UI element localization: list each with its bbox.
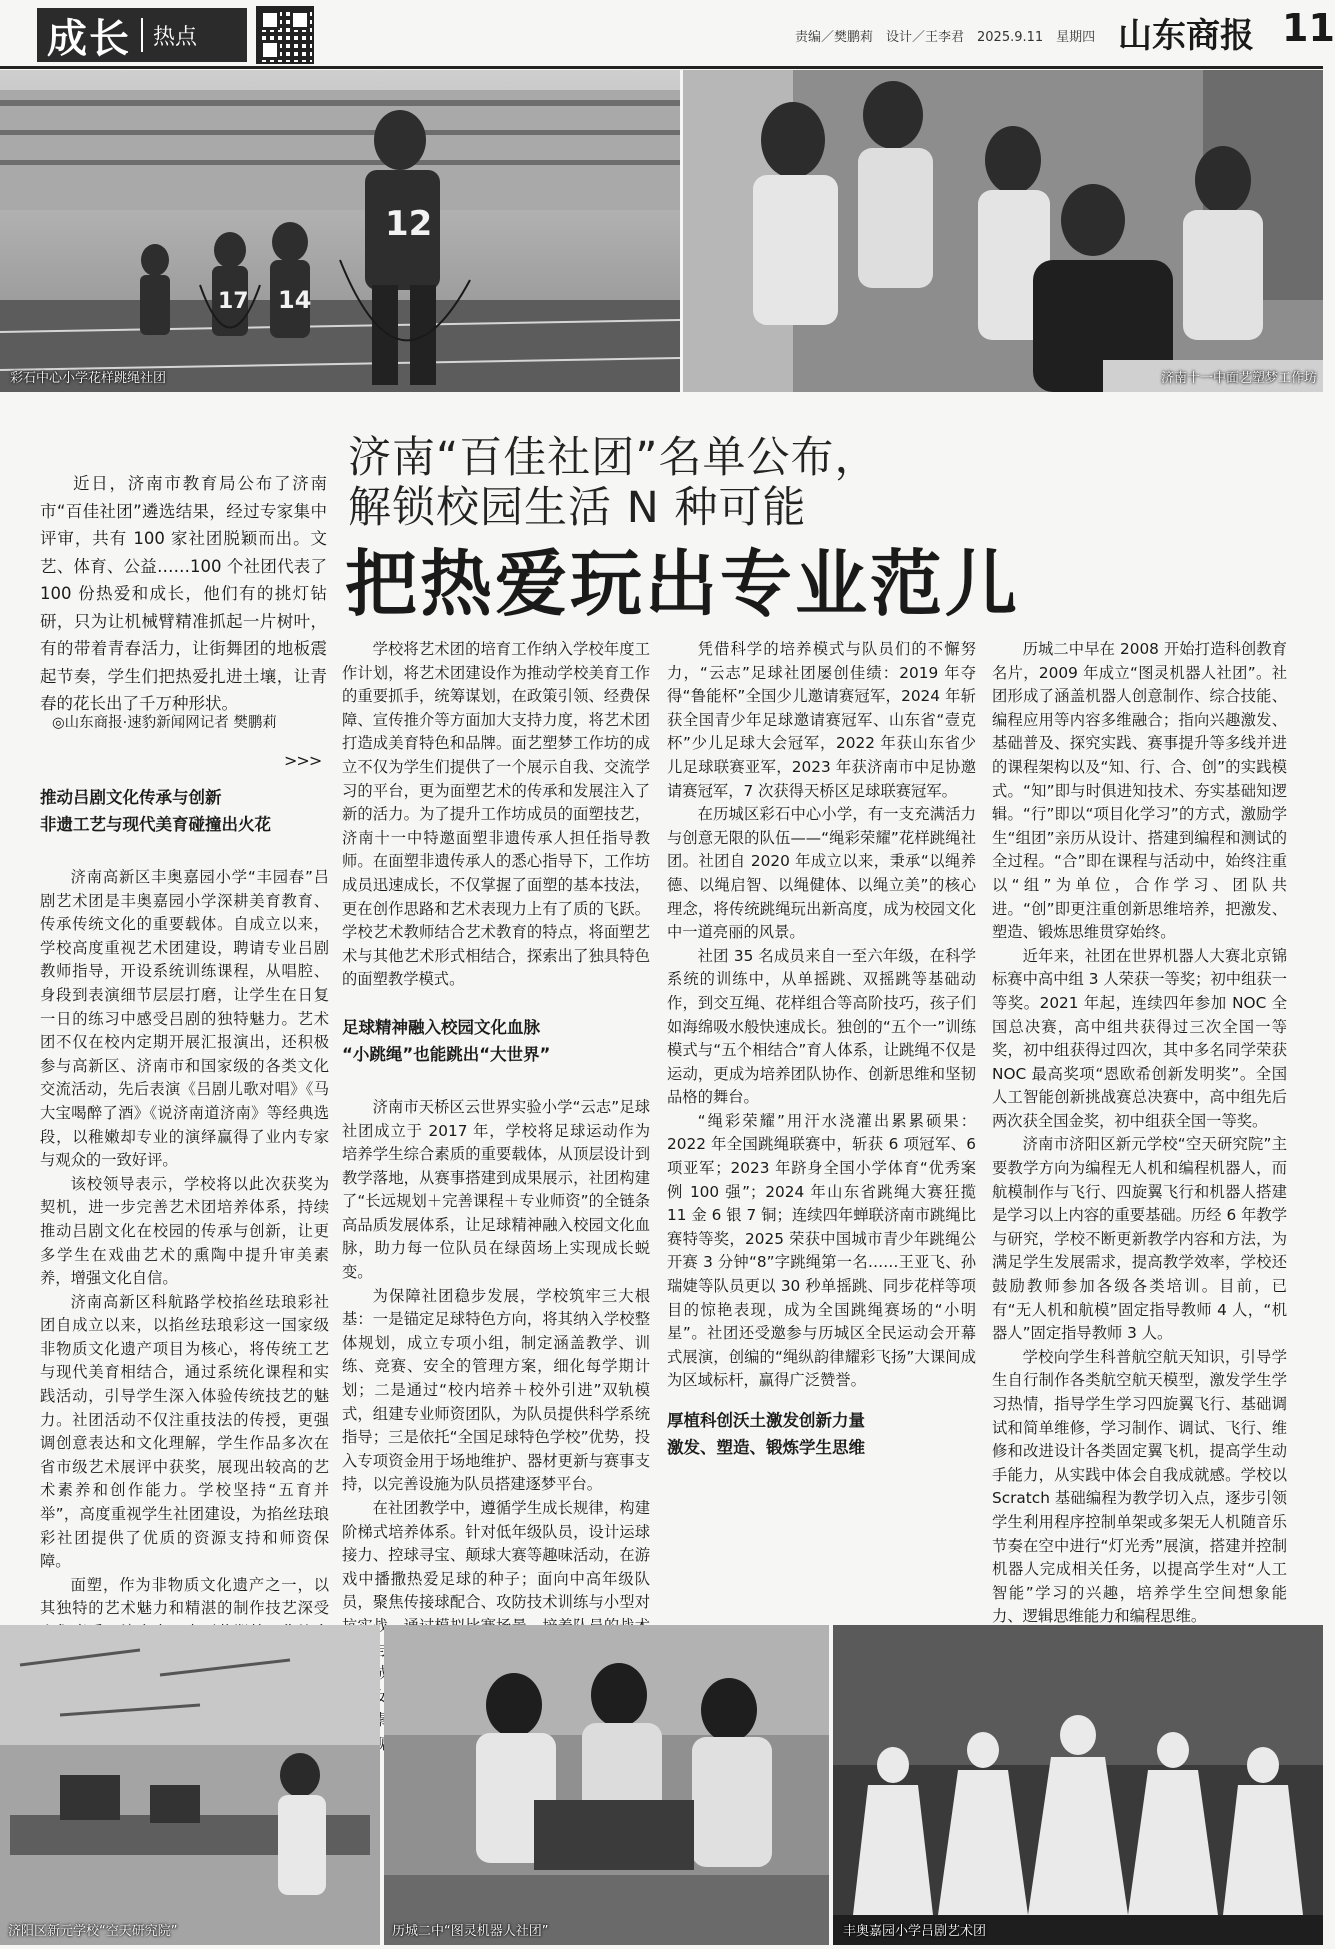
newspaper-name: 山东商报 [1118, 16, 1254, 56]
photo-dough-workshop [683, 70, 1323, 392]
paragraph: 学校向学生科普航空航天知识，引导学生自行制作各类航空航天模型，激发学生学习热情，指导学生学习四旋翼飞行、基础调试和简单维修，学习制作、调试、飞行、维修和改进设计各类固定翼飞机，提高学生动手能力，从实践中体会自我成就感。学校以 Scratch 基础编程为教学切入点，逐步引领学生利用程序控制单架或多架无人机随音乐节奏在空中进行“灯光秀”展演，搭建并控制机器人完成相关任务，以提高学生对“人工智能”学习的兴趣，培养学生空间想象能力、逻辑思维能力和编程思维。 [992, 1347, 1287, 1626]
section-heading [40, 784, 329, 838]
paragraph: 为保障社团稳步发展，学校筑牢三大根基：一是锚定足球特色方向，将其纳入学校整体规划，成立专项小组，制定涵盖教学、训练、竞赛、安全的管理方案，细化每学期计划；二是通过“校内培养＋校外引进”双轨模式，组建专业师资团队，为队员提供科学系统指导；三是依托“全国足球特色学校”优势，投入专项资金用于场地维护、器材更新与赛事支持，以完善设施为队员搭建逐梦平台。 [342, 1286, 650, 1494]
paragraph: 该校领导表示，学校将以此次获奖为契机，进一步完善艺术团培养体系，持续推动吕剧文化在校园的传承与创新，让更多学生在戏曲艺术的熏陶中提升审美素养，增强文化自信。 [40, 1174, 329, 1288]
main-headline: 把热爱玩出专业范儿 [345, 541, 1021, 626]
continue-arrows: >>> [284, 751, 322, 770]
paragraph: “绳彩荣耀”用汗水浇灌出累累硕果：2022 年全国跳绳联赛中，斩获 6 项冠军、6 项亚军；2023 年跻身全国小学体育“优秀案例 100 强”；2024 年山东省跳绳大赛狂揽 11 金 6 银 7 铜；连续四年蝉联济南市跳绳比赛特等奖，2025 荣获中国城市青少年跳绳公开赛 3 分钟“8”字跳绳第一名……王亚飞、孙瑞婕等队员更以 30 秒单摇跳、同步花样等项目的惊艳表现，成为全国跳绳赛场的“小明星”。社团还受邀参与历城区全民运动会开幕式展演，创编的“绳纵韵律耀彩飞扬”大课间成为区域标杆，赢得广泛赞誉。 [667, 1111, 976, 1390]
paragraph: 在社团教学中，遵循学生成长规律，构建阶梯式培养体系。针对低年级队员，设计运球接力、控球寻宝、颠球大赛等趣味活动，在游戏中播撒热爱足球的种子；面向中高年级队员，聚焦传接球配合、攻防技术训练与小型对 战 与 成 [342, 1499, 650, 1683]
paragraph: 济南高新区丰奥嘉园小学“丰园春”吕剧艺术团是丰奥嘉园小学深耕美育教育、传承传统文化的重要载体。自成立以来，学校高度重视艺术团建设，聘请专业吕剧教师指导，开设系统训练课程，从唱腔、身段到表演细节层层打磨，让学生在日复一日的练习中感受吕剧的独特魅力。艺术团不仅在校内定期开展汇报演出，还积极参与高新区、济南市和国家级的各类文化交流活动，先后表演《吕剧儿歌对唱》《马大宝喝醉了酒》《说济南道济南》等经典选段，以稚嫩却专业的演绎赢得了业内专家与观众的一致好评。 [40, 868, 329, 1170]
section-tab [37, 8, 247, 62]
jump-rope-scene [0, 70, 680, 392]
photo-caption: 济阳区新元学校“空天研究院” [8, 1924, 178, 1939]
column-4 [992, 638, 1287, 1629]
robot-club-scene [384, 1625, 829, 1945]
headline-line1: 济南“百佳社团”名单公布， [348, 433, 879, 483]
photo-caption: 济南十一中面艺塑梦工作坊 [1160, 371, 1317, 386]
paragraph: 在历城区彩石中心小学，有一支充满活力与创意无限的队伍——“绳彩荣耀”花样跳绳社团。社团自 2020 年成立以来，秉承“以绳养德、以绳启智、以绳健体、以绳立美”的核心理念，将传统跳绳玩出新高度，成为校园文化中一道亮丽的风景。 [667, 805, 976, 942]
heading-line: 推动吕剧文化传承与创新 [40, 788, 222, 807]
jersey-number: 14 [278, 286, 312, 314]
paragraph: 历城二中早在 2008 开始打造科创教育名片，2009 年成立“图灵机器人社团”。社团形成了涵盖机器人创意制作、综合技能、编程应用等内容多维融合；指向兴趣激发、基础普及、探究实践、赛事提升等多线并进的课程架构以及“知、行、合、创”的实践模式。“知”即与时俱进知技术、夯实基础知逻辑。“行”即以“项目化学习”的方式，激励学生“组团”亲历从设计、搭建到编程和测试的全过程。“合”即在课程与活动中，始终注重以“组”为单位，合作学习、团队共进。“创”即更注重创新思维培养，把激发、塑造、锻炼思维贯穿始终。 [992, 640, 1287, 942]
header-rule [0, 66, 1323, 69]
section-title: 成长 [47, 14, 131, 62]
jersey-number: 12 [385, 204, 433, 244]
heading-line: 足球精神融入校园文化血脉 [342, 1017, 540, 1037]
aerospace-lab-scene [0, 1625, 380, 1945]
heading-line: 厚植科创沃土激发创新力量 [667, 1411, 865, 1430]
lead-paragraph: 近日，济南市教育局公布了济南市“百佳社团”遴选结果，经过专家集中评审，共有 100 家社团脱颖而出。文艺、体育、公益……100 个社团代表了 100 份热爱和成长，他们有的挑灯钻研，只为让机械臂精准抓起一片树叶，有的带着青春活力，让街舞团的地板震起节奏，学生们把热爱扎进土壤，让青春的花长出了千万种形状。 [40, 474, 327, 713]
page-number: 11 [1282, 6, 1335, 50]
photo-caption: 丰奥嘉园小学吕剧艺术团 [843, 1924, 987, 1939]
photo-caption: 彩石中心小学花样跳绳社团 [10, 371, 167, 386]
paragraph: 济南高新区科航路学校掐丝珐琅彩社团自成立以来，以掐丝珐琅彩这一国家级非物质文化遗产项目为核心，将传统工艺与现代美育相结合，通过系统化课程和实践活动，引导学生深入体验传统技艺的魅力。社团活动不仅注重技法的传授，更强调创意表达和文化理解，学生作品多次在省市级艺术展评中获奖，展现出较高的艺术素养和创作能力。学校坚持“五育并举”，高度重视学生社团建设，为掐丝珐琅彩社团提供了优质的资源支持和师资保障。 [40, 1292, 329, 1571]
byline: ◎山东商报·速豹新闻网记者 樊鹏莉 [52, 715, 277, 731]
photo-jump-rope [0, 70, 680, 392]
subsection-title: 热点 [153, 24, 198, 50]
photo-aerospace-lab [0, 1625, 380, 1945]
heading-line: 激发、塑造、锻炼学生思维 [667, 1438, 865, 1457]
heading-line: 非遗工艺与现代美育碰撞出火花 [40, 815, 271, 834]
headline-line2: 解锁校园生活 N 种可能 [348, 483, 807, 533]
paragraph: 面塑，作为非物质文化遗产之一，以其独特的艺术魅力和精湛的制作技艺深受 [40, 1575, 329, 1618]
column-2 [342, 638, 650, 1757]
paragraph: 近年来，社团在世界机器人大赛北京锦标赛中高中组 3 人荣获一等奖；初中组获一等奖。2021 年起，连续四年参加 NOC 全国总决赛，高中组共获得过三次全国一等奖，初中组获得过四次，其中多名同学荣获 NOC 最高奖项“恩欧希创新发明奖”。全国人工智能创新挑战赛总决赛中，高中组先后两次获全国金奖，初中组获全国一等奖。 [992, 946, 1287, 1130]
section-heading [342, 1014, 650, 1068]
opera-troupe-scene [833, 1625, 1323, 1945]
qr-code-icon[interactable] [256, 6, 314, 64]
heading-line: “小跳绳”也能跳出“大世界” [342, 1044, 551, 1064]
photo-robot-club [384, 1625, 829, 1945]
column-1 [40, 784, 329, 1763]
photo-caption: 历城二中“图灵机器人社团” [392, 1924, 549, 1939]
paragraph: 社团 35 名成员来自一至六年级，在科学系统的训练中，从单摇跳、双摇跳等基础动作，到交互绳、花样组合等高阶技巧，孩子们如海绵吸水般快速成长。独创的“五个一”训练模式与“五个相结合”育人体系，让跳绳不仅是运动，更成为培养团队协作、创新思维和坚韧品格的舞台。 [667, 946, 976, 1107]
section-heading [667, 1407, 976, 1461]
divider [141, 18, 143, 52]
paragraph: 济南市天桥区云世界实验小学“云志”足球社团成立于 2017 年，学校将足球运动作为培养学生综合素质的重要载体，从顶层设计到教学落地，从赛事搭建到成果展示，社团构建了“长远规划＋完善课程＋专业师资”的全链条高品质发展体系，让足球精神融入校园文化血脉，助力每一位队员在绿茵场上实现成长蜕变。 [342, 1097, 650, 1282]
paragraph: 学校将艺术团的培育工作纳入学校年度工作计划，将艺术团建设作为推动学校美育工作的重要抓手，统筹谋划，在政策引领、经费保障、宣传推介等方面加大支持力度，将艺术团打造成美育特色和品牌。面艺塑梦工作坊的成立不仅为学生们提供了一个展示自我、交流学习的平台，更为面塑艺术的传承和发展注入了新的活力。为了提升工作坊成员的面塑技艺，济南十一中特邀面塑非遗传承人担任指导教师。在面塑非遗传承人的悉心指导下，工作坊成员迅速成长，不仅掌握了面塑的基本技法，更在创作思路和艺术表现力上有了质的飞跃。学校艺术教师结合艺术教育的特点，将面塑艺术与其他艺术形式相结合，探索出了独具特色的面塑教学模式。 [342, 640, 650, 989]
jersey-number: 17 [218, 289, 249, 314]
dough-workshop-scene [683, 70, 1323, 392]
paragraph: 凭借科学的培养模式与队员们的不懈努力，“云志”足球社团屡创佳绩：2019 年夺得“鲁能杯”全国少儿邀请赛冠军，2024 年斩获全国青少年足球邀请赛冠军、山东省“壹克杯”少儿足球大会冠军，2022 年获山东省少儿足球联赛亚军，2023 年获济南市中足协邀请赛冠军，7 次获得天桥区足球联赛冠军。 [667, 640, 976, 800]
column-3 [667, 638, 976, 1471]
paragraph: 济南市济阳区新元学校“空天研究院”主要教学方向为编程无人机和编程机器人，而航模制作与飞行、四旋翼飞行和机器人搭建是学习以上内容的重要基础。历经 6 年教学与研究，学校不断更新教学内容和方法，为满足学生发展需求，提高教学效率，学校还鼓励教师参加各级各类培训。目前，已有“无人机和航模”固定指导教师 4 人，“机器人”固定指导教师 3 人。 [992, 1135, 1287, 1343]
photo-opera-troupe [833, 1625, 1323, 1945]
page-meta: 责编／樊鹏莉 设计／王李君 2025.9.11 星期四 [795, 30, 1096, 45]
